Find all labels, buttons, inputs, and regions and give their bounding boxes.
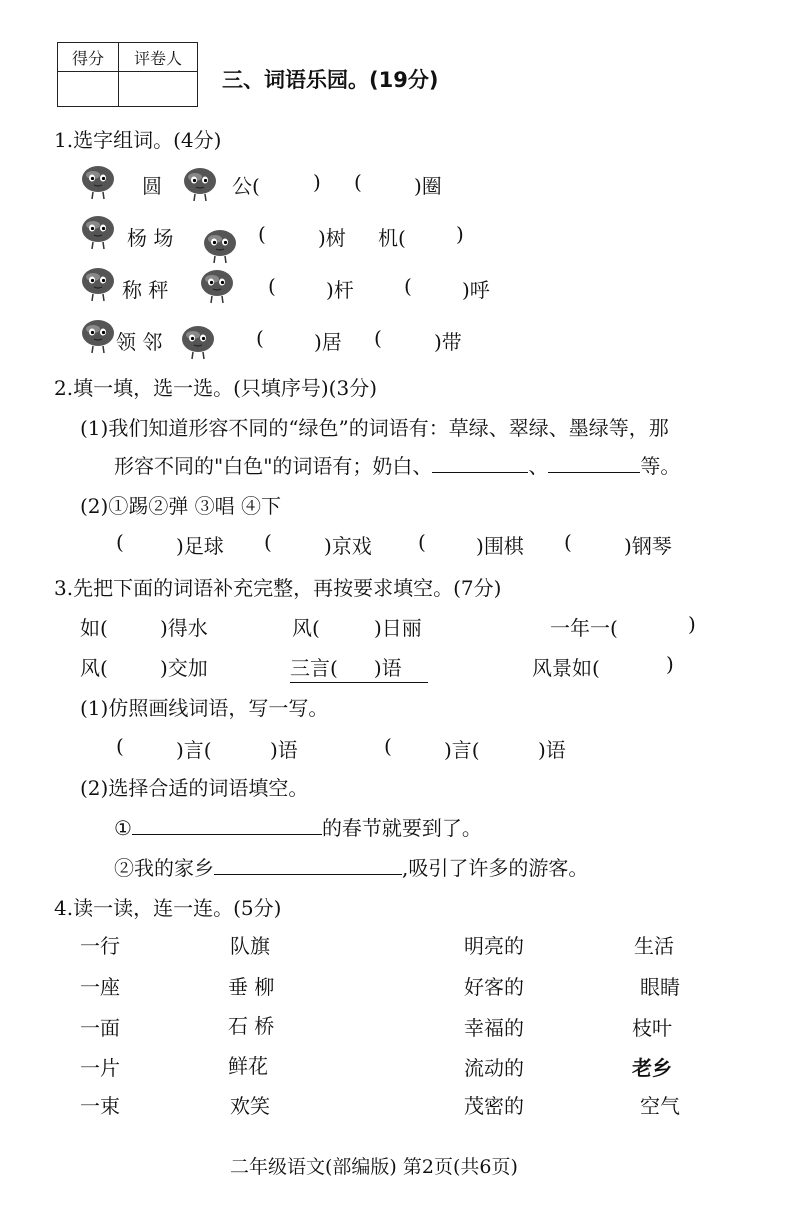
q3-word: 如(: [80, 616, 108, 640]
q3-word: 风景如(: [532, 656, 600, 680]
q1-word: )圈: [414, 174, 442, 198]
q1-paren: (: [404, 274, 412, 298]
q2-item: 钢琴: [631, 534, 672, 558]
q4-measure[interactable]: 一片: [80, 1056, 120, 1080]
q1-chars: 圆: [142, 174, 162, 198]
q1-title: 1.选字组词。(4分): [54, 128, 222, 152]
q2-p1-line1: (1)我们知道形容不同的“绿色”的词语有：草绿、翠绿、墨绿等，那: [80, 416, 669, 440]
answer-blank[interactable]: [214, 874, 402, 875]
q3-title: 3.先把下面的词语补充完整，再按要求填空。(7分): [54, 576, 502, 600]
q1-word: 机(: [378, 226, 406, 250]
q4-adjective[interactable]: 明亮的: [464, 934, 524, 958]
q4-measure[interactable]: 一面: [80, 1016, 120, 1040]
stone-icon: [80, 164, 116, 200]
q1-word: )杆: [326, 278, 354, 302]
q3-sub2-a: ① 的春节就要到了。: [114, 816, 482, 840]
q2-title: 2.填一填，选一选。(只填序号)(3分): [54, 376, 378, 400]
answer-blank[interactable]: [432, 472, 528, 473]
q1-paren: 公(: [232, 174, 260, 198]
score-header: 得分: [58, 43, 119, 72]
q4-adjective[interactable]: 茂密的: [464, 1094, 524, 1118]
q1-paren: (: [256, 326, 264, 350]
q1-paren: ): [456, 222, 464, 246]
stone-icon: [80, 214, 116, 250]
q3-word: ): [666, 652, 674, 676]
stone-icon: [199, 268, 235, 304]
q2-p2-options: (2)①踢②弹 ③唱 ④下: [80, 494, 282, 518]
q3-word: ): [688, 612, 696, 636]
stone-icon: [80, 318, 116, 354]
q1-chars: 称 秤: [122, 278, 169, 302]
q4-measure[interactable]: 一行: [80, 934, 120, 958]
q1-paren: (: [258, 222, 266, 246]
q1-word: )居: [314, 330, 342, 354]
q4-noun[interactable]: 垂 柳: [228, 975, 275, 999]
q3-word: 风(: [292, 616, 320, 640]
q4-target[interactable]: 枝叶: [632, 1016, 672, 1040]
q1-paren: (: [374, 326, 382, 350]
answer-blank[interactable]: [132, 834, 322, 835]
stone-icon: [80, 266, 116, 302]
q1-paren: ): [313, 170, 321, 194]
q4-noun[interactable]: 欢笑: [230, 1094, 270, 1118]
q4-measure[interactable]: 一束: [80, 1094, 120, 1118]
q4-adjective[interactable]: 幸福的: [464, 1016, 524, 1040]
q1-chars: 杨 场: [127, 226, 174, 250]
q3-word: 一年一(: [550, 616, 618, 640]
q4-title: 4.读一读，连一连。(5分): [54, 896, 282, 920]
section-title: 三、词语乐园。(19分): [222, 68, 439, 92]
q2-item: 足球: [183, 534, 224, 558]
q3-word: )交加: [160, 656, 208, 680]
answer-blank[interactable]: [548, 472, 640, 473]
q1-word: )带: [434, 330, 462, 354]
q3-sub2: (2)选择合适的词语填空。: [80, 776, 309, 800]
q2-p1-line2: 形容不同的"白色"的词语有；奶白、 、 等。: [114, 454, 681, 478]
q3-underlined-word: 三言( )语: [290, 652, 428, 683]
q1-paren: (: [268, 274, 276, 298]
q1-chars: 领 邻: [116, 330, 163, 354]
q1-paren: (: [354, 170, 362, 194]
grader-cell[interactable]: [119, 72, 198, 107]
q2-item: 围棋: [483, 534, 524, 558]
q3-sub1: (1)仿照画线词语，写一写。: [80, 696, 329, 720]
q1-word: )树: [318, 226, 346, 250]
q4-adjective[interactable]: 好客的: [464, 975, 524, 999]
q4-target[interactable]: 眼睛: [640, 975, 680, 999]
stone-icon: [182, 166, 218, 202]
q4-target[interactable]: 老乡: [632, 1056, 672, 1080]
q3-sub2-b: ②我的家乡 ,吸引了许多的游客。: [114, 856, 589, 880]
q2-item: 京戏: [331, 534, 372, 558]
q3-word: )得水: [160, 616, 208, 640]
q4-adjective[interactable]: 流动的: [464, 1056, 524, 1080]
q4-target[interactable]: 空气: [640, 1094, 680, 1118]
stone-icon: [180, 324, 216, 360]
q4-noun[interactable]: 石 桥: [228, 1014, 275, 1038]
q3-word: 风(: [80, 656, 108, 680]
q4-noun[interactable]: 鲜花: [228, 1054, 268, 1078]
q1-word: )呼: [462, 278, 490, 302]
q4-measure[interactable]: 一座: [80, 975, 120, 999]
q4-target[interactable]: 生活: [634, 934, 674, 958]
q3-word: )日丽: [374, 616, 422, 640]
grader-header: 评卷人: [119, 43, 198, 72]
q4-noun[interactable]: 队旗: [230, 934, 270, 958]
page-footer: 二年级语文(部编版) 第2页(共6页): [230, 1156, 518, 1178]
score-table: [57, 42, 198, 107]
stone-icon: [202, 228, 238, 264]
score-cell[interactable]: [58, 72, 119, 107]
